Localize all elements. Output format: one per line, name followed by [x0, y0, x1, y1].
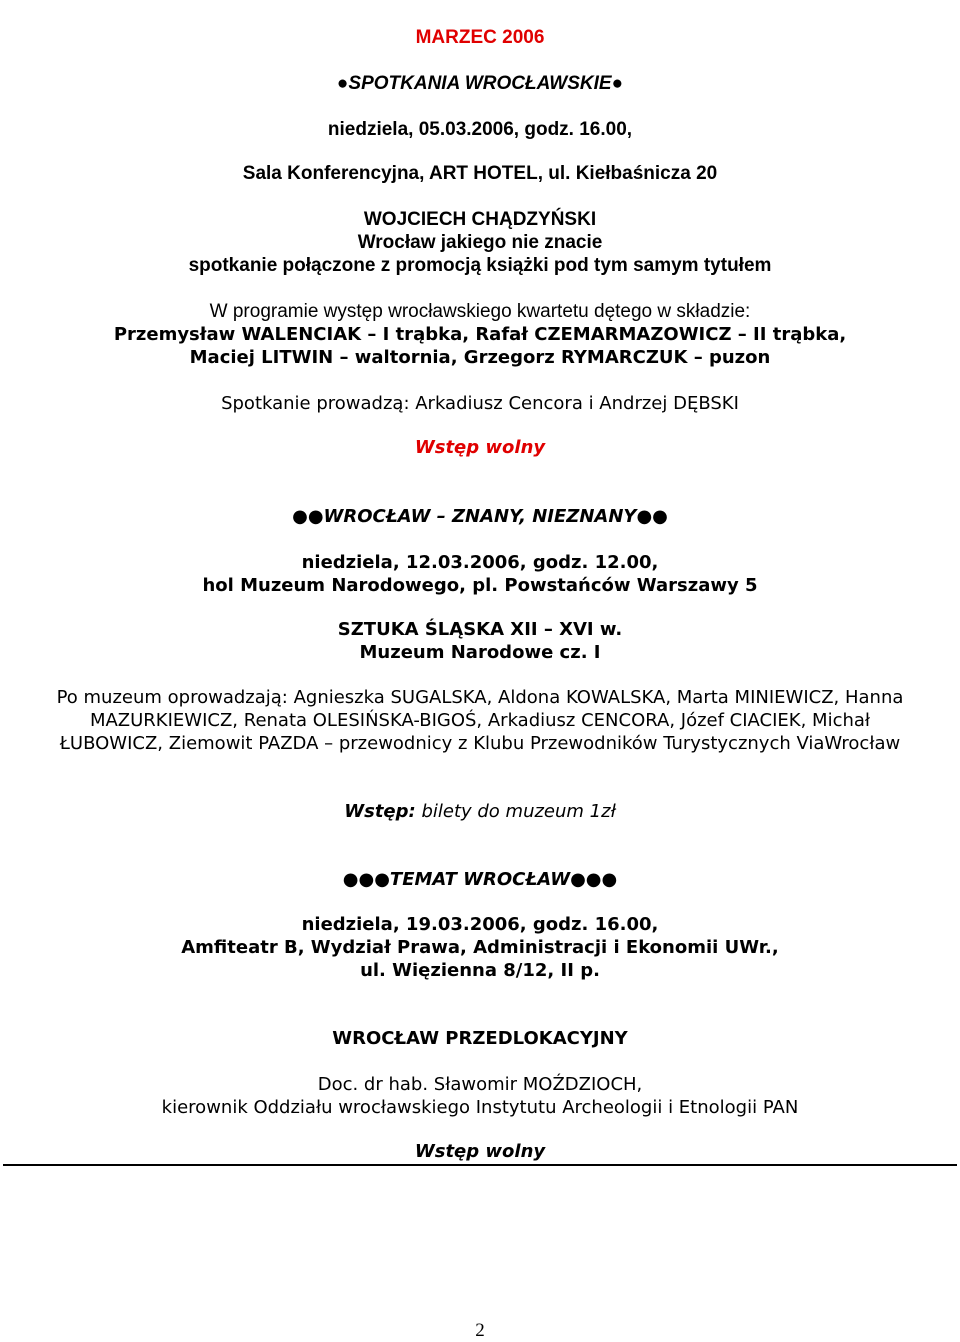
event1-program-intro: W programie występ wrocławskiego kwartetu dętego w składzie: — [209, 301, 751, 322]
page-number: 2 — [475, 1320, 485, 1341]
event1-title — [0, 72, 960, 95]
event3-venue-address: ul. Więzienna 8/12, II p. — [360, 960, 600, 981]
horizontal-divider — [3, 1164, 957, 1166]
bullet-icon: ● — [611, 73, 624, 94]
event2-entry — [0, 800, 960, 823]
event1-topic: Wrocław jakiego nie znacie — [357, 232, 603, 253]
bullet-icon: ●●● — [342, 869, 390, 890]
bullet-icon: ●● — [292, 506, 324, 527]
event1-topic-note: spotkanie połączone z promocją książki pod tym samym tytułem — [188, 255, 772, 276]
event2-date: niedziela, 12.03.2006, godz. 12.00, — [301, 552, 659, 573]
event3-title — [0, 868, 960, 891]
event1-program-line2: Maciej LITWIN – waltornia, Grzegorz RYMARCZUK – puzon — [189, 347, 771, 368]
event2-entry-value: bilety do muzeum 1zł — [415, 801, 616, 822]
event1-entry: Wstęp wolny — [414, 437, 546, 458]
event1-speaker: WOJCIECH CHĄDZYŃSKI — [363, 209, 597, 230]
event2-guides-line3: ŁUBOWICZ, Ziemowit PAZDA – przewodnicy z Klubu Przewodników Turystycznych ViaWrocław — [59, 733, 901, 754]
event3-speaker-role: kierownik Oddziału wrocławskiego Instytutu Archeologii i Etnologii PAN — [161, 1097, 799, 1118]
bullet-icon: ● — [336, 73, 349, 94]
month-heading: MARZEC 2006 — [415, 27, 545, 48]
event1-program-line1: Przemysław WALENCIAK – I trąbka, Rafał CZEMARMAZOWICZ – II trąbka, — [113, 324, 847, 345]
event2-title — [0, 505, 960, 528]
event1-date: niedziela, 05.03.2006, godz. 16.00, — [327, 119, 633, 140]
event3-speaker: Doc. dr hab. Sławomir MOŹDZIOCH, — [317, 1074, 643, 1095]
event2-guides-line1: Po muzeum oprowadzają: Agnieszka SUGALSKA, Aldona KOWALSKA, Marta MINIEWICZ, Hanna — [56, 687, 904, 708]
event3-title-text: TEMAT WROCŁAW — [389, 869, 571, 890]
event2-guides-line2: MAZURKIEWICZ, Renata OLESIŃSKA-BIGOŚ, Arkadiusz CENCORA, Józef CIACIEK, Michał — [89, 710, 871, 731]
bullet-icon: ●● — [636, 506, 668, 527]
event1-hosts: Spotkanie prowadzą: Arkadiusz Cencora i Andrzej DĘBSKI — [221, 393, 739, 414]
event1-title-text: SPOTKANIA WROCŁAWSKIE — [348, 73, 612, 94]
event2-topic: SZTUKA ŚLĄSKA XII – XVI w. — [337, 619, 623, 640]
event2-title-text: WROCŁAW – ZNANY, NIEZNANY — [323, 506, 637, 527]
event3-date: niedziela, 19.03.2006, godz. 16.00, — [301, 914, 659, 935]
bullet-icon: ●●● — [570, 869, 618, 890]
event3-entry: Wstęp wolny — [414, 1141, 546, 1162]
event3-topic: WROCŁAW PRZEDLOKACYJNY — [332, 1028, 628, 1049]
event1-venue: Sala Konferencyjna, ART HOTEL, ul. Kiełbaśnicza 20 — [242, 163, 718, 184]
event3-venue: Amfiteatr B, Wydział Prawa, Administracji i Ekonomii UWr., — [181, 937, 779, 958]
event2-venue: hol Muzeum Narodowego, pl. Powstańców Warszawy 5 — [202, 575, 758, 596]
event2-topic-sub: Muzeum Narodowe cz. I — [359, 642, 601, 663]
event2-entry-label: Wstęp: — [344, 801, 416, 822]
